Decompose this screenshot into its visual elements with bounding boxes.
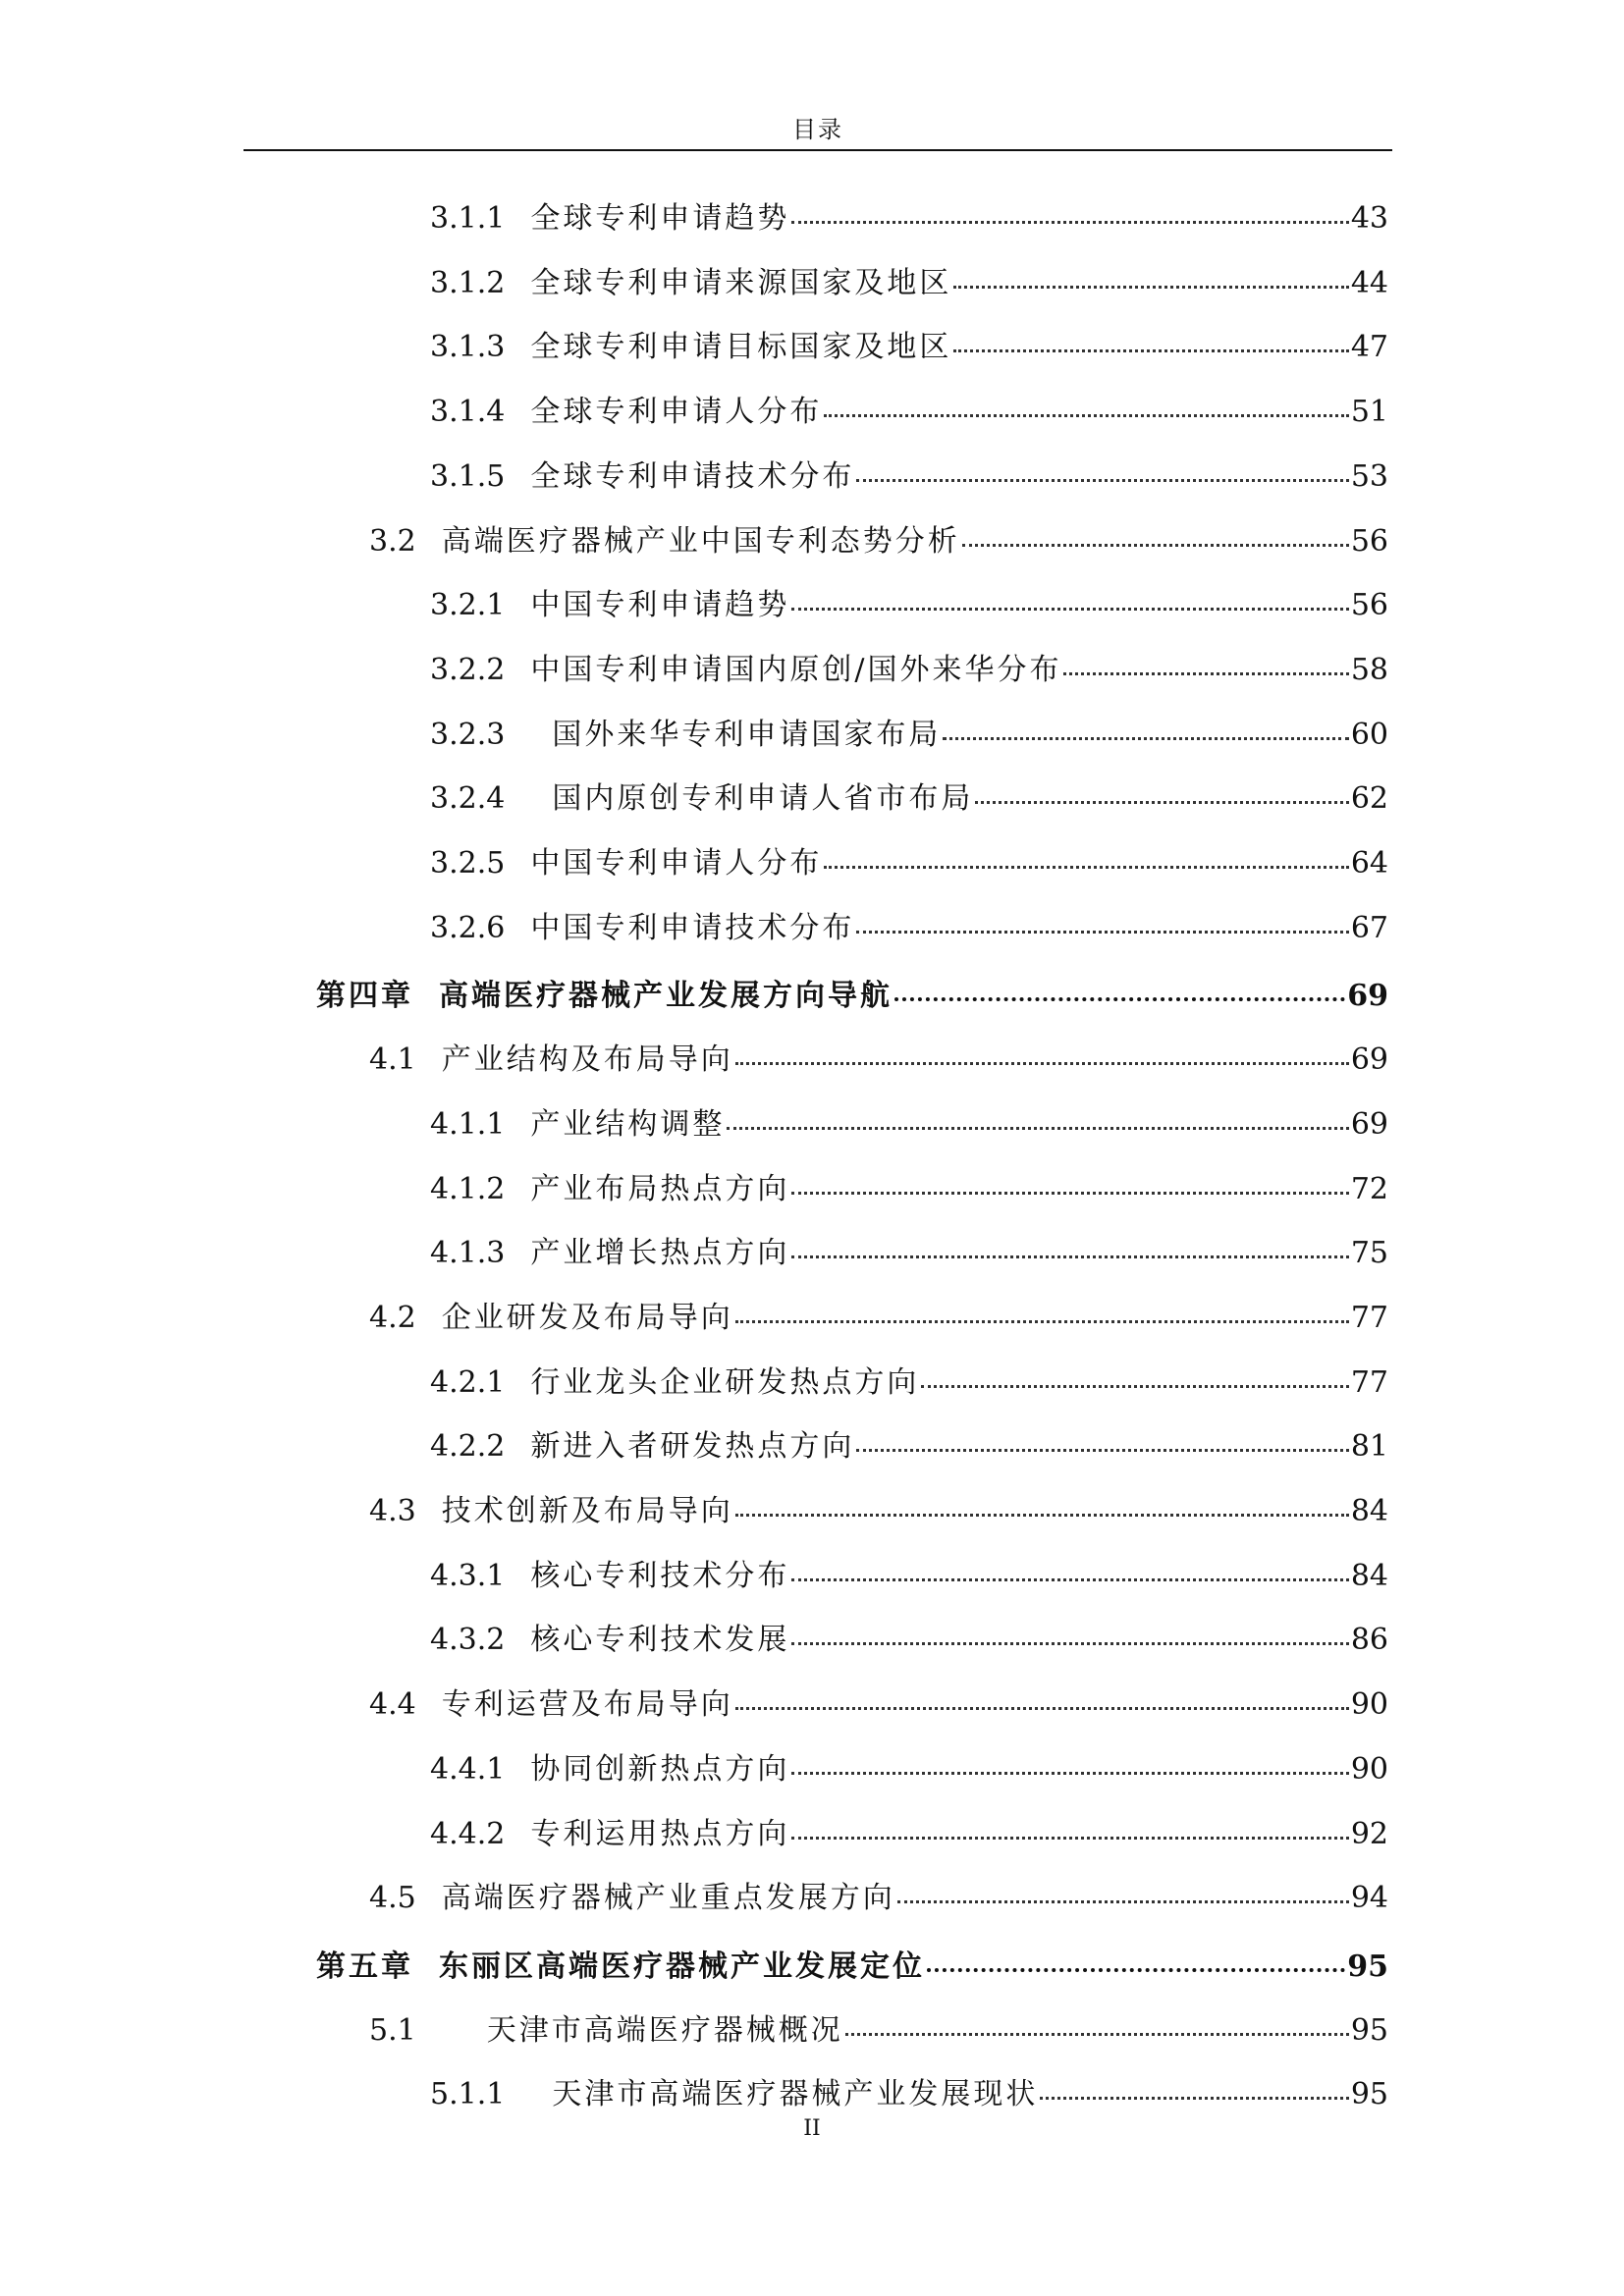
toc-entry-number: 3.2.6 [430, 910, 506, 945]
toc-entry[interactable] [430, 456, 1388, 497]
toc-entry[interactable] [430, 327, 1388, 367]
toc-entry-title: 国内原创专利申请人省市布局 [552, 781, 974, 817]
dot-leader [791, 1556, 1348, 1585]
toc-entry-page: 77 [1350, 1364, 1388, 1400]
dot-leader [845, 2010, 1349, 2040]
toc-entry-title: 国外来华专利申请国家布局 [552, 717, 942, 752]
dot-leader [735, 1491, 1349, 1521]
toc-entry[interactable] [369, 1878, 1388, 1918]
toc-entry-page: 94 [1350, 1881, 1388, 1916]
dot-leader [824, 843, 1348, 873]
toc-entry-page: 90 [1350, 1687, 1388, 1723]
toc-entry-title: 产业增长热点方向 [530, 1236, 790, 1271]
toc-entry-title: 协同创新热点方向 [530, 1751, 790, 1787]
toc-entry[interactable] [430, 650, 1388, 690]
toc-entry-page: 69 [1350, 1106, 1388, 1142]
toc-entry[interactable] [369, 1040, 1388, 1080]
dot-leader [1063, 650, 1348, 679]
toc-entry[interactable] [430, 2074, 1388, 2114]
toc-entry-page: 72 [1350, 1171, 1388, 1206]
toc-entry-title: 企业研发及布局导向 [441, 1300, 733, 1335]
toc-entry-page: 60 [1350, 717, 1388, 752]
toc-entry-title: 中国专利申请技术分布 [530, 910, 855, 945]
toc-entry-title: 高端医疗器械产业中国专利态势分析 [441, 523, 960, 559]
dot-leader [735, 1040, 1349, 1069]
toc-entry[interactable] [369, 1684, 1388, 1725]
toc-entry-title: 天津市高端医疗器械产业发展现状 [552, 2077, 1039, 2112]
toc-entry[interactable] [430, 263, 1388, 303]
toc-entry[interactable] [430, 843, 1388, 883]
toc-entry[interactable] [430, 778, 1388, 819]
dot-leader [856, 456, 1348, 486]
toc-entry-page: 43 [1350, 201, 1388, 236]
toc-entry-number: 3.2.3 [430, 717, 506, 752]
toc-entry[interactable] [430, 1233, 1388, 1273]
toc-entry[interactable] [430, 1620, 1388, 1660]
toc-entry[interactable] [430, 1556, 1388, 1596]
toc-entry-title: 天津市高端医疗器械概况 [486, 2012, 843, 2048]
toc-entry-title: 全球专利申请目标国家及地区 [530, 330, 952, 365]
toc-entry-page: 95 [1350, 2012, 1388, 2048]
toc-entry[interactable] [430, 392, 1388, 432]
toc-chapter-entry[interactable] [316, 1947, 1388, 1987]
toc-entry-number: 4.5 [369, 1881, 416, 1916]
toc-entry-title: 全球专利申请来源国家及地区 [530, 265, 952, 300]
toc-entry-number: 4.3 [369, 1494, 416, 1528]
toc-entry-number: 3.1.3 [430, 330, 506, 365]
toc-entry-number: 3.2.1 [430, 588, 506, 623]
toc-entry[interactable] [430, 1814, 1388, 1854]
dot-leader [791, 1620, 1348, 1649]
dot-leader [975, 778, 1348, 808]
toc-entry[interactable] [430, 908, 1388, 948]
toc-entry-page: 77 [1350, 1300, 1388, 1335]
toc-entry[interactable] [430, 1169, 1388, 1209]
toc-entry-number: 3.2.5 [430, 846, 506, 881]
toc-entry-page: 69 [1347, 979, 1388, 1014]
toc-entry-title: 中国专利申请国内原创/国外来华分布 [530, 652, 1062, 687]
toc-entry-number: 5.1.1 [430, 2077, 506, 2112]
toc-entry-title: 全球专利申请人分布 [530, 395, 823, 430]
toc-entry-number: 4.4.1 [430, 1751, 506, 1787]
dot-leader [856, 908, 1348, 937]
toc-entry-page: 95 [1350, 2077, 1388, 2112]
dot-leader [791, 1169, 1348, 1199]
toc-chapter-entry[interactable] [316, 976, 1388, 1016]
dot-leader [953, 263, 1348, 293]
toc-entry[interactable] [430, 1749, 1388, 1789]
dot-leader [791, 1233, 1348, 1262]
toc-entry-number: 3.1.5 [430, 458, 506, 494]
toc-entry-number: 3.1.2 [430, 265, 506, 300]
toc-entry-title: 全球专利申请趋势 [530, 201, 790, 236]
toc-entry-number: 3.1.4 [430, 395, 506, 430]
toc-entry-number: 3.2.4 [430, 781, 506, 817]
toc-entry-page: 84 [1350, 1558, 1388, 1593]
dot-leader [894, 976, 1345, 1005]
toc-entry-title: 产业结构及布局导向 [441, 1042, 733, 1078]
toc-entry[interactable] [369, 1298, 1388, 1338]
toc-entry-number: 4.3.2 [430, 1623, 506, 1658]
toc-entry[interactable] [369, 1491, 1388, 1531]
toc-entry-page: 56 [1350, 523, 1388, 559]
toc-entry-number: 5.1 [369, 2012, 416, 2048]
dot-leader [927, 1947, 1345, 1976]
dot-leader [727, 1104, 1348, 1134]
toc-entry-number: 3.1.1 [430, 201, 506, 236]
toc-entry-number: 4.2 [369, 1300, 416, 1335]
toc-entry-number: 4.2.2 [430, 1429, 506, 1465]
toc-entry-title: 中国专利申请趋势 [530, 588, 790, 623]
toc-entry-page: 58 [1350, 652, 1388, 687]
dot-leader [897, 1878, 1349, 1907]
dot-leader [735, 1684, 1349, 1714]
toc-entry-page: 90 [1350, 1751, 1388, 1787]
toc-entry-number: 4.1.2 [430, 1171, 506, 1206]
toc-entry-page: 75 [1350, 1236, 1388, 1271]
toc-entry[interactable] [369, 2010, 1388, 2051]
toc-entry[interactable] [430, 715, 1388, 755]
toc-entry-page: 81 [1350, 1429, 1388, 1465]
toc-entry-page: 44 [1350, 265, 1388, 300]
toc-entry-number: 4.1.3 [430, 1236, 506, 1271]
toc-entry-page: 86 [1350, 1623, 1388, 1658]
dot-leader [953, 327, 1348, 356]
dot-leader [1040, 2074, 1348, 2104]
toc-entry-page: 92 [1350, 1816, 1388, 1851]
toc-entry-title: 全球专利申请技术分布 [530, 458, 855, 494]
running-header: 目录 [792, 116, 843, 143]
toc-entry[interactable] [430, 585, 1388, 625]
toc-entry-number: 3.2.2 [430, 652, 506, 687]
dot-leader [791, 198, 1348, 228]
toc-entry-page: 84 [1350, 1494, 1388, 1528]
toc-entry[interactable] [369, 521, 1388, 561]
toc-entry-title: 产业结构调整 [530, 1106, 726, 1142]
toc-entry[interactable] [430, 1104, 1388, 1145]
toc-entry[interactable] [430, 1426, 1388, 1467]
toc-entry-title: 核心专利技术发展 [530, 1623, 790, 1658]
toc-entry-title: 核心专利技术分布 [530, 1558, 790, 1593]
toc-entry-number: 第四章 [316, 979, 413, 1014]
toc-entry-page: 95 [1347, 1949, 1388, 1984]
toc-entry-page: 56 [1350, 588, 1388, 623]
toc-entry-title: 产业布局热点方向 [530, 1171, 790, 1206]
toc-entry-page: 51 [1350, 395, 1388, 430]
dot-leader [791, 585, 1348, 614]
dot-leader [791, 1749, 1348, 1779]
dot-leader [791, 1814, 1348, 1843]
dot-leader [962, 521, 1349, 551]
dot-leader [735, 1298, 1349, 1327]
toc-entry-number: 3.2 [369, 523, 416, 559]
toc-entry-page: 64 [1350, 846, 1388, 881]
toc-entry-number: 第五章 [316, 1949, 413, 1984]
dot-leader [824, 392, 1348, 421]
toc-entry-title: 高端医疗器械产业重点发展方向 [441, 1881, 895, 1916]
toc-entry-title: 新进入者研发热点方向 [530, 1429, 855, 1465]
toc-entry-number: 4.4.2 [430, 1816, 506, 1851]
toc-entry-page: 67 [1350, 910, 1388, 945]
toc-entry-page: 47 [1350, 330, 1388, 365]
toc-entry-title: 专利运用热点方向 [530, 1816, 790, 1851]
toc-entry[interactable] [430, 198, 1388, 239]
toc-entry[interactable] [430, 1362, 1388, 1403]
toc-entry-title: 行业龙头企业研发热点方向 [530, 1364, 920, 1400]
toc-entry-number: 4.1 [369, 1042, 416, 1078]
header-divider [244, 149, 1392, 151]
toc-entry-page: 69 [1350, 1042, 1388, 1078]
dot-leader [856, 1426, 1348, 1456]
toc-entry-number: 4.3.1 [430, 1558, 506, 1593]
toc-entry-number: 4.1.1 [430, 1106, 506, 1142]
toc-entry-page: 53 [1350, 458, 1388, 494]
toc-entry-title: 专利运营及布局导向 [441, 1687, 733, 1723]
toc-entry-title: 东丽区高端医疗器械产业发展定位 [439, 1949, 925, 1984]
toc-entry-number: 4.2.1 [430, 1364, 506, 1400]
toc-entry-title: 技术创新及布局导向 [441, 1494, 733, 1528]
toc-entry-page: 62 [1350, 781, 1388, 817]
toc-entry-number: 4.4 [369, 1687, 416, 1723]
toc-entry-title: 高端医疗器械产业发展方向导航 [439, 979, 893, 1014]
dot-leader [943, 715, 1348, 744]
dot-leader [921, 1362, 1348, 1392]
toc-entry-title: 中国专利申请人分布 [530, 846, 823, 881]
page-number: II [803, 2116, 821, 2141]
